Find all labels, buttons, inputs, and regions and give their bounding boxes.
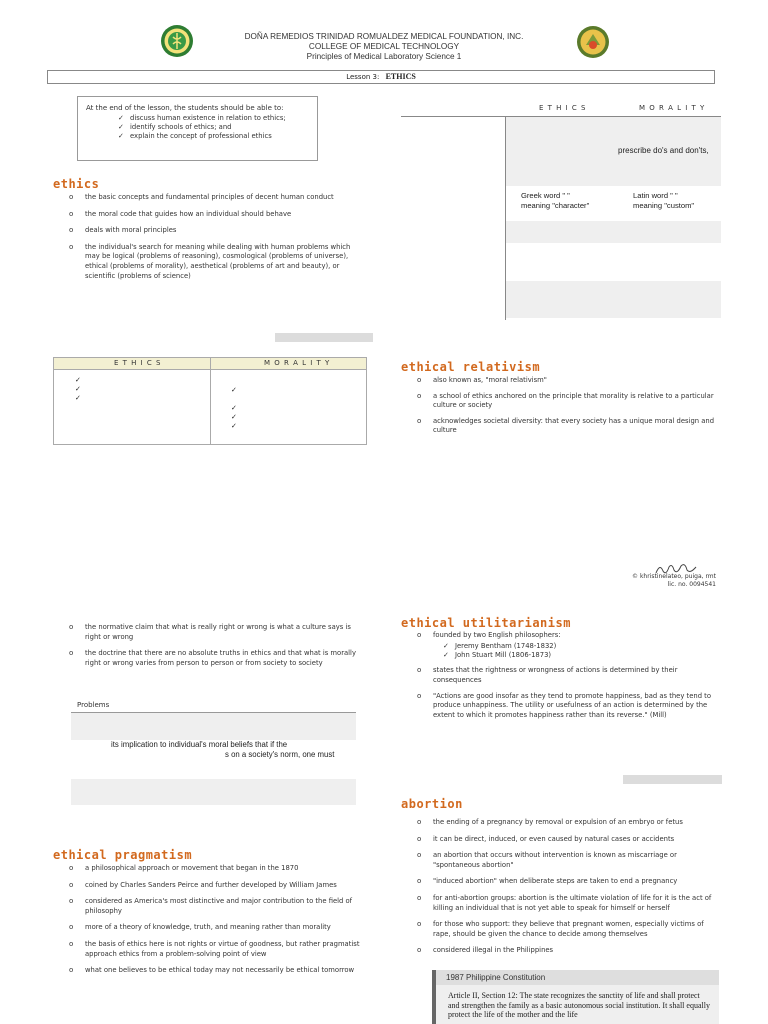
list-item: o the ending of a pregnancy by removal or expulsion of an embryo or fetus <box>417 818 717 828</box>
check-mark: ✓ <box>75 394 81 402</box>
check-col-ethics: E T H I C S <box>114 359 162 367</box>
lesson-bar <box>47 70 715 84</box>
left-seal-logo <box>160 24 194 58</box>
ethics-list <box>69 193 359 281</box>
compare-col-morality: M O R A L I T Y <box>639 104 706 112</box>
greek-word-meaning: meaning "character" <box>521 201 590 210</box>
founded-text: founded by two English philosophers: <box>433 631 561 639</box>
founder-item: ✓ John Stuart Mill (1806-1873) <box>443 651 717 660</box>
problems-band <box>71 779 356 805</box>
utilitarianism-title: ethical utilitarianism <box>401 616 571 630</box>
check-divider <box>210 358 211 444</box>
latin-word <box>633 191 694 211</box>
problems-label: Problems <box>77 701 110 709</box>
signature-block <box>580 573 716 589</box>
gray-band <box>275 333 373 342</box>
list-item <box>417 631 717 660</box>
dos-donts-text: prescribe do's and don'ts, <box>618 146 709 155</box>
list-item: o coined by Charles Sanders Peirce and further developed by William James <box>69 881 365 891</box>
founder-item: ✓ Jeremy Bentham (1748-1832) <box>443 642 717 651</box>
list-item: o the doctrine that there are no absolute truths in ethics and that what is morally right or wrong varies from person to person or from society to society <box>69 649 365 668</box>
check-table <box>53 357 367 445</box>
list-item: o a philosophical approach or movement that began in the 1870 <box>69 864 365 874</box>
latin-word-meaning: meaning "custom" <box>633 201 695 210</box>
list-item: o considered as America's most distinctive and major contribution to the field of philosophy <box>69 897 365 916</box>
list-item: o acknowledges societal diversity: that every society has a unique moral design and culture <box>417 417 717 436</box>
list-item: o it can be direct, induced, or even caused by natural cases or accidents <box>417 835 717 845</box>
list-item: o states that the rightness or wrongness of actions is determined by their consequences <box>417 666 717 685</box>
list-item: o for those who support: they believe that pregnant women, especially victims of rape, should be given the chance to decide among themselves <box>417 920 717 939</box>
list-item: o deals with moral principles <box>69 226 359 236</box>
objectives-intro: At the end of the lesson, the students should be able to: <box>86 104 284 112</box>
check-mark: ✓ <box>231 413 237 421</box>
gray-band <box>623 775 722 784</box>
list-item: o the individual's search for meaning while dealing with human problems which may be logical (problems of reasoning), cosmological (problems of universe), ethical (problems of morality), aesthetical (problems of art and beauty), or scientific (problems of science) <box>69 243 359 281</box>
list-item: o more of a theory of knowledge, truth, and meaning rather than morality <box>69 923 365 933</box>
relativism-title: ethical relativism <box>401 360 541 374</box>
signature-license: lic. no. 0094541 <box>667 581 716 588</box>
list-item: o the basic concepts and fundamental principles of decent human conduct <box>69 193 359 203</box>
list-item: o a school of ethics anchored on the principle that morality is relative to a particular culture or society <box>417 392 717 411</box>
relativism-list <box>417 376 717 436</box>
pragmatism-list <box>69 864 365 976</box>
list-item: o considered illegal in the Philippines <box>417 946 717 956</box>
constitution-box <box>432 970 719 1024</box>
latin-word-label: Latin word " " <box>633 191 678 200</box>
utilitarianism-list <box>417 631 717 720</box>
lesson-title: ETHICS <box>385 72 416 81</box>
check-mark: ✓ <box>231 404 237 412</box>
pragmatism-title: ethical pragmatism <box>53 848 193 862</box>
problem-line-2: s on a society's norm, one must <box>225 750 335 759</box>
check-mark: ✓ <box>75 376 81 384</box>
list-item: o for anti-abortion groups: abortion is the ultimate violation of life for it is the act of killing an individual that is not yet able to speak for himself or herself <box>417 894 717 913</box>
college-name: COLLEGE OF MEDICAL TECHNOLOGY <box>308 42 460 51</box>
compare-col-ethics: E T H I C S <box>539 104 587 112</box>
objective-item: ✓ identify schools of ethics; and <box>118 123 317 132</box>
objective-item: ✓ discuss human existence in relation to ethics; <box>118 114 317 123</box>
constitution-label: 1987 Philippine Constitution <box>446 973 546 982</box>
abortion-title: abortion <box>401 797 463 811</box>
right-seal-logo <box>576 25 610 59</box>
check-mark: ✓ <box>231 422 237 430</box>
list-item: o what one believes to be ethical today may not necessarily be ethical tomorrow <box>69 966 365 976</box>
constitution-header <box>436 970 719 985</box>
greek-word <box>521 191 589 211</box>
constitution-text: Article II, Section 12: The state recognizes the sanctity of life and shall protect and strengthen the family as a basic autonomous social institution. It shall equally protect the life of the mother and the life <box>436 985 719 1024</box>
list-item: o the normative claim that what is really right or wrong is what a culture says is right or wrong <box>69 623 365 642</box>
list-item: o the basis of ethics here is not rights or virtue of goodness, but rather pragmatist approach ethics from a problem-solving point of view <box>69 940 365 959</box>
check-col-morality: M O R A L I T Y <box>264 359 331 367</box>
problem-line-1: its implication to individual's moral beliefs that if the <box>111 740 288 749</box>
list-item: o an abortion that occurs without intervention is known as miscarriage or "spontaneous abortion" <box>417 851 717 870</box>
org-name: DOÑA REMEDIOS TRINIDAD ROMUALDEZ MEDICAL FOUNDATION, INC. <box>244 32 524 41</box>
course-name: Principles of Medical Laboratory Science 1 <box>306 52 462 61</box>
objectives-box <box>77 96 318 161</box>
compare-table <box>401 100 721 320</box>
greek-word-label: Greek word " " <box>521 191 570 200</box>
check-mark: ✓ <box>231 386 237 394</box>
list-item: o "induced abortion" when deliberate steps are taken to end a pregnancy <box>417 877 717 887</box>
lesson-label: Lesson 3: <box>346 73 380 81</box>
relativism-cont-list <box>69 623 365 668</box>
problems-band <box>71 713 356 740</box>
objective-item: ✓ explain the concept of professional ethics <box>118 132 317 141</box>
list-item: o the moral code that guides how an individual should behave <box>69 210 359 220</box>
table-row-shaded <box>506 221 721 243</box>
ethics-title: ethics <box>53 177 100 191</box>
signature-name: © khristinelateo, puiga, rmt <box>632 573 716 580</box>
check-mark: ✓ <box>75 385 81 393</box>
abortion-list <box>417 818 717 956</box>
list-item: o also known as, "moral relativism" <box>417 376 717 386</box>
table-row-shaded <box>506 281 721 318</box>
list-item: o "Actions are good insofar as they tend to promote happiness, bad as they tend to produce unhappiness. The utility or usefulness of an action is determined by the extent to which it promotes happiness rather than its reverse." (Mill) <box>417 692 717 721</box>
